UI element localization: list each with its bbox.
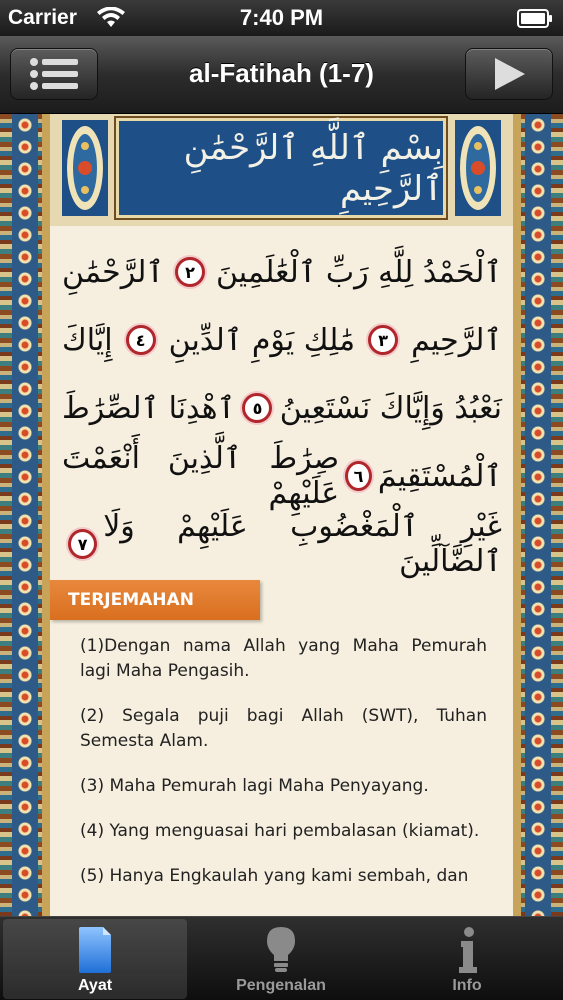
ayah-number-marker[interactable]: ٥ [242,393,272,423]
tab-pengenalan[interactable] [189,919,373,999]
verse-line [62,306,502,374]
arabic-text: ٱلرَّحْمَٰنِ [62,254,164,290]
verse-line [62,442,502,510]
arabic-text: مَٰلِكِ يَوْمِ ٱلدِّينِ [168,322,356,358]
translation-verse: (1)Dengan nama Allah yang Maha Pemurah lagi Maha Pengasih. [80,636,487,681]
verse-line [62,374,502,442]
arabic-text: غَيْرِ ٱلْمَغْضُوبِ عَلَيْهِمْ وَلَا ٱلضَّآلِّينَ [103,509,502,579]
page-title: al-Fatihah (1-7) [189,58,374,88]
tab-info[interactable] [375,919,559,999]
translation-verse: (3) Maha Pemurah lagi Maha Penyayang. [80,776,429,796]
lightbulb-icon [261,925,301,975]
document-icon [75,925,115,975]
translation-verse: (4) Yang menguasai hari pembalasan (kiamat). [80,821,480,841]
arabic-text: ٱلرَّحِيمِ [411,322,502,358]
tab-label: Info [452,977,482,994]
battery-icon [517,9,553,28]
carrier-label: Carrier [8,6,77,29]
ornament-icon [455,120,501,216]
translation-verse: (5) Hanya Engkaulah yang kami sembah, dan [80,866,469,886]
menu-button[interactable] [10,48,98,100]
bismillah-text: بِسْمِ ٱللَّهِ ٱلرَّحْمَٰنِ ٱلرَّحِيمِ [183,128,443,209]
arabic-text: نَعْبُدُ وَإِيَّاكَ نَسْتَعِينُ [279,390,502,426]
ayah-number-marker[interactable]: ٦ [345,461,372,491]
verse-line [62,238,502,306]
content-area[interactable] [0,114,563,916]
arabic-verses [62,238,502,578]
translation-verse: (2) Segala puji bagi Allah (SWT), Tuhan Semesta Alam. [80,706,487,751]
ornament-icon [62,120,108,216]
tab-bar [0,916,563,1000]
translation-section-header: TERJEMAHAN [50,580,260,620]
arabic-text: إِيَّاكَ [62,322,113,358]
tab-ayat[interactable] [3,919,187,999]
translation-text [80,634,487,909]
info-icon [447,925,487,975]
verse-line [62,510,502,578]
decorative-border-left [0,114,50,916]
play-icon [491,56,527,92]
surah-header [50,114,513,226]
decorative-border-right [513,114,563,916]
ayah-number-marker[interactable]: ٤ [126,325,156,355]
tab-label: Pengenalan [236,977,326,994]
navigation-bar [0,36,563,114]
arabic-text: ٱلْمُسْتَقِيمَ [377,458,502,494]
ayah-number-marker[interactable]: ٧ [68,529,97,559]
list-icon [29,57,79,91]
ayah-number-marker[interactable]: ٢ [175,257,205,287]
play-button[interactable] [465,48,553,100]
status-bar [0,0,563,36]
arabic-text: ٱهْدِنَا ٱلصِّرَٰطَ [62,390,236,426]
ayah-number-marker[interactable]: ٣ [368,325,398,355]
arabic-text: ٱلْحَمْدُ لِلَّهِ رَبِّ ٱلْعَٰلَمِينَ [215,254,502,290]
bismillah-panel [116,118,446,218]
tab-label: Ayat [77,977,113,994]
status-time: 7:40 PM [239,5,324,30]
arabic-text: صِرَٰطَ ٱلَّذِينَ أَنْعَمْتَ عَلَيْهِمْ [62,441,340,511]
